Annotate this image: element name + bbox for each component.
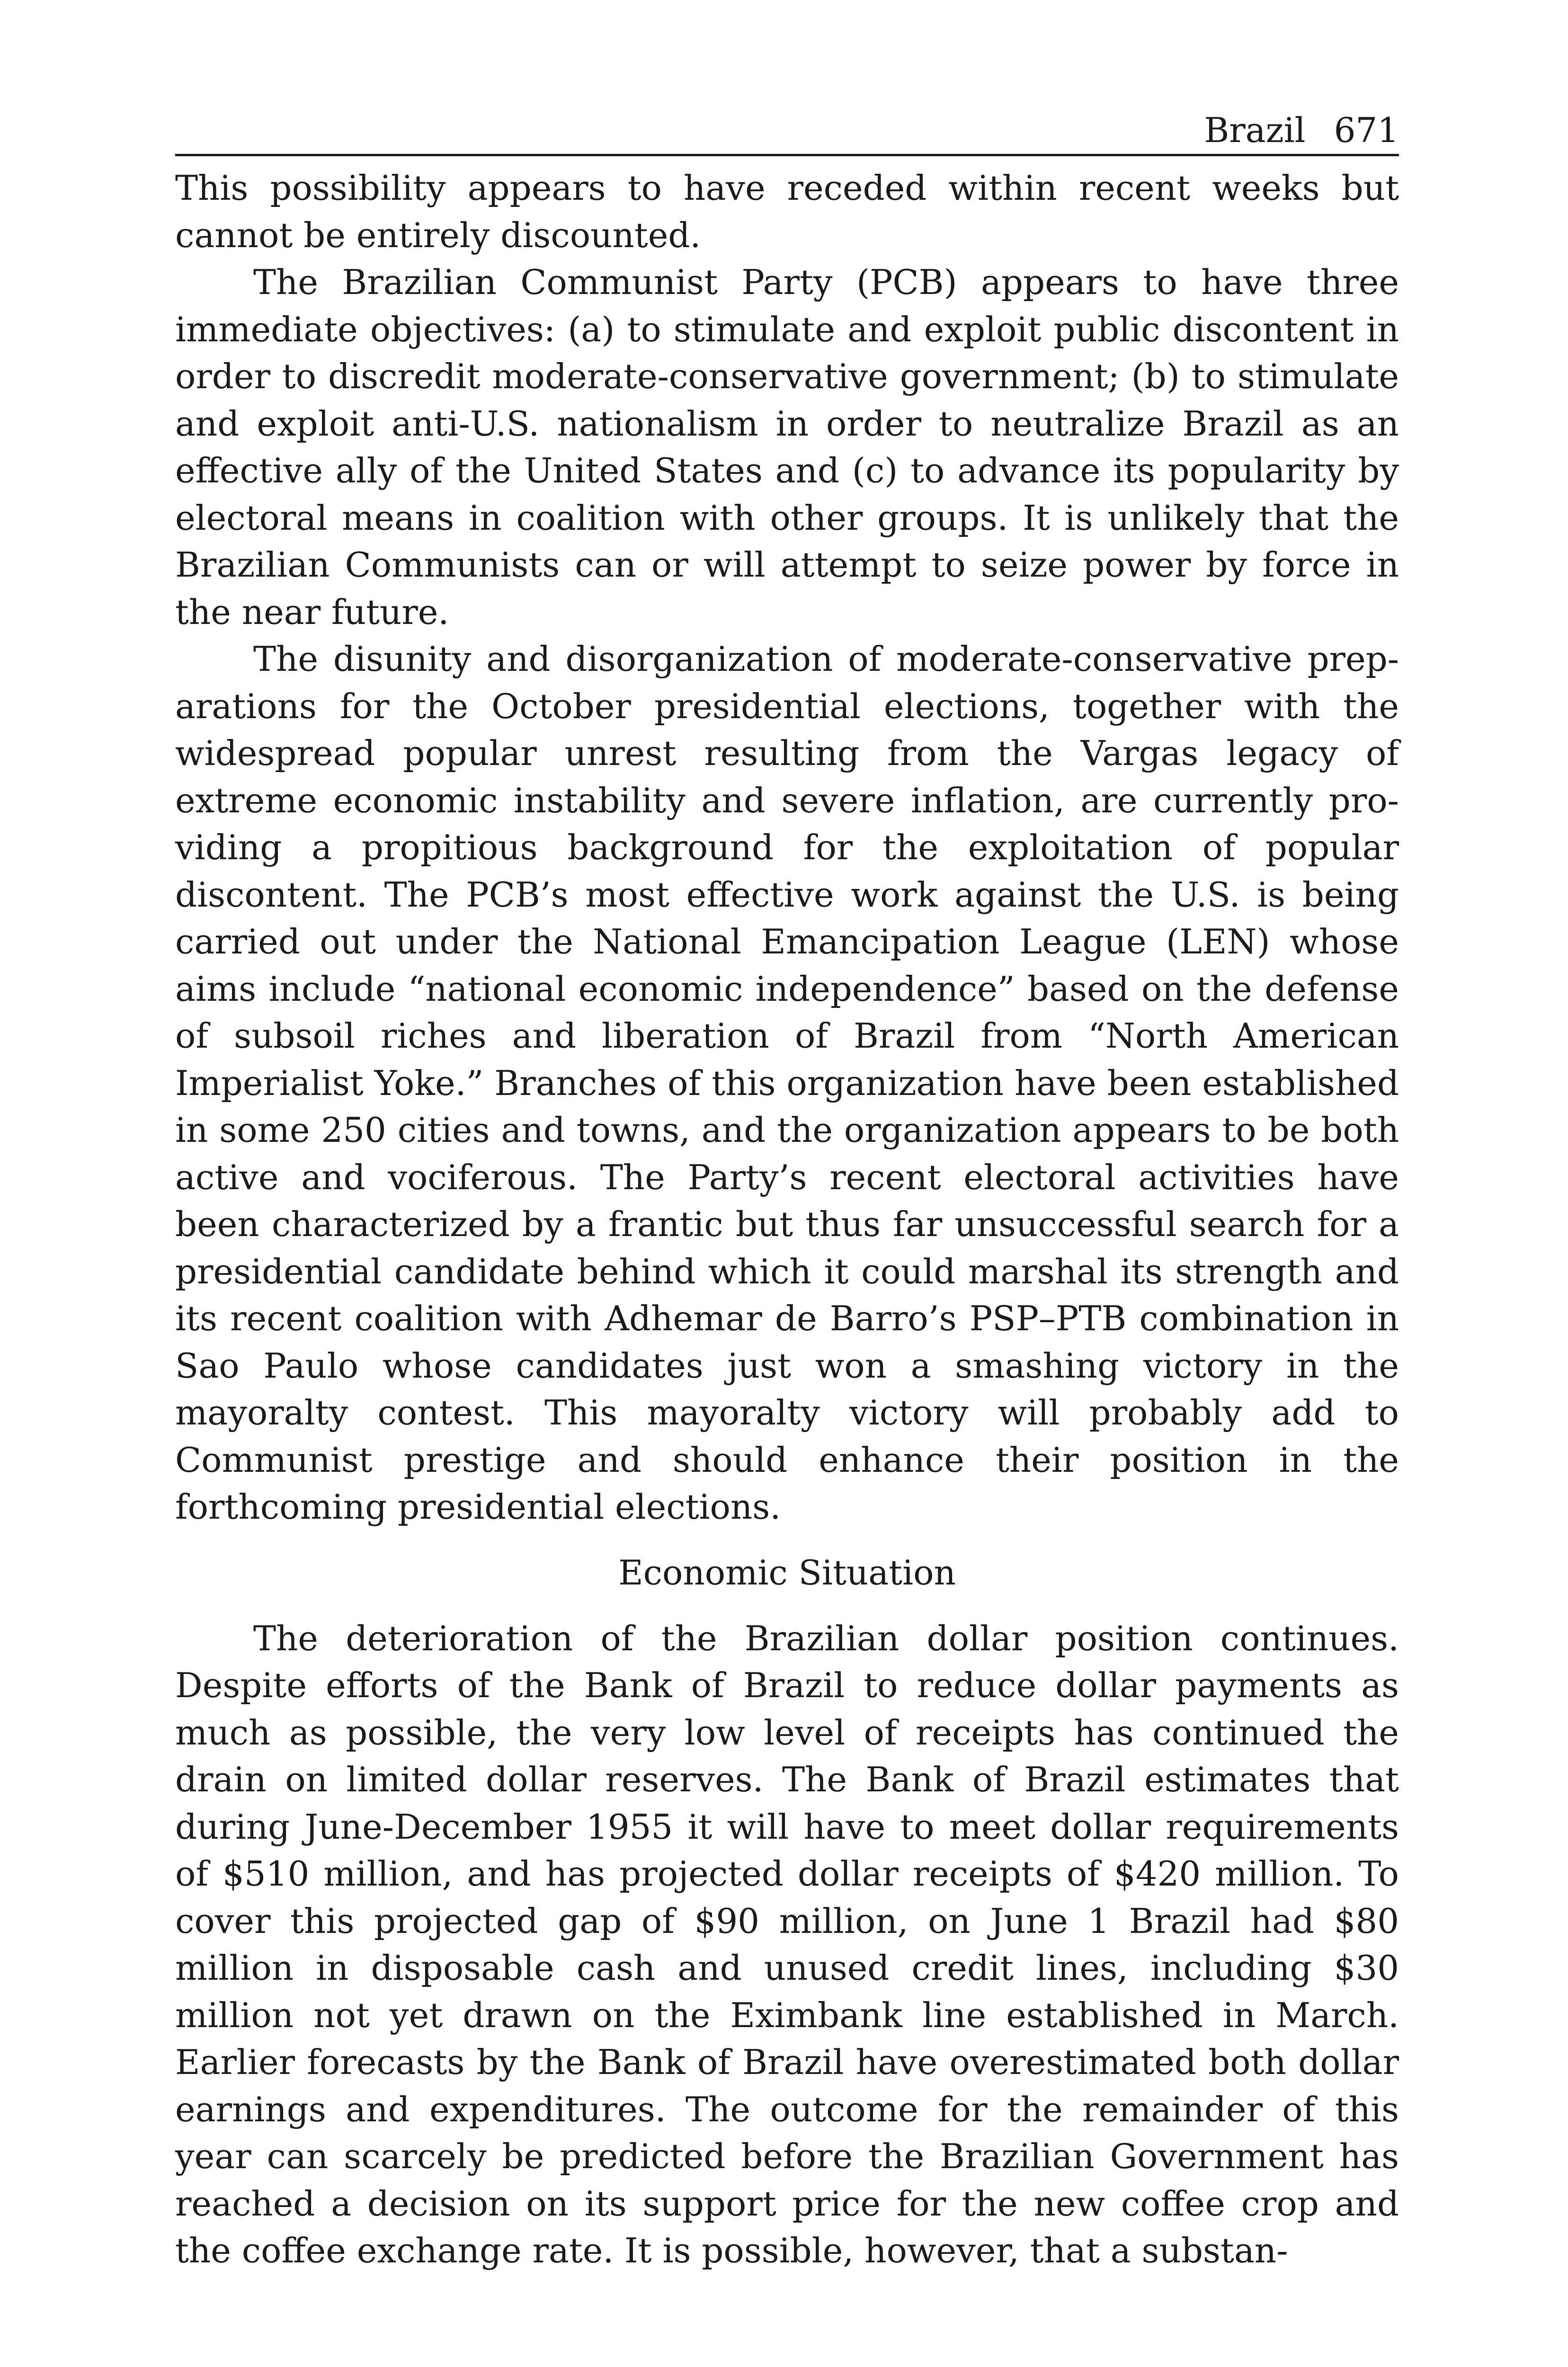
section-heading-economic-situation: Economic Situation	[618, 1552, 956, 1593]
paragraph-dollar-position: The deterioration of the Brazilian dollar position continues. Despite efforts of the Bank of Brazil to reduce dollar payments as much as possible, the very low level of receipts has continued the drain on limited dollar reserves. The Bank of Brazil estimates that during June-December 1955 it will have to meet dollar requirements of $510 million, and has projected dollar receipts of $420 million. To cover this projected gap of $90 million, on June 1 Brazil had $80 million in disposable cash and unused credit lines, including $30 million not yet drawn on the Eximbank line established in March. Earlier forecasts by the Bank of Brazil have overestimated both dollar earnings and expenditures. The outcome for the remainder of this year can scarcely be predicted before the Brazilian Government has reached a decision on its support price for the new coffee crop and the coffee exchange rate. It is possible, however, that a substan-	[175, 1618, 1399, 2270]
paragraph-pcb-objectives: The Brazilian Communist Party (PCB) appears to have three immediate objectives: (a) to stimulate and exploit public discontent in order to discredit moderate-conservative government; (b) to stimulate and exploit anti-U.S. nationalism in order to neutralize Brazil as an effective ally of the United States and (c) to advance its popularity by electoral means in coalition with other groups. It is unlikely that the Brazilian Communists can or will attempt to seize power by force in the near future.	[175, 262, 1399, 632]
page-number: 671	[1334, 110, 1399, 150]
running-header	[175, 107, 1399, 156]
body-text	[175, 165, 1399, 2275]
document-page	[175, 107, 1399, 2275]
paragraph-pcb-activities: The disunity and disorganization of moderate-conservative preparations for the October presidential elections, together with the widespread popular unrest resulting from the Vargas legacy of extreme economic instability and severe inflation, are currently providing a propitious background for the exploitation of popular discontent. The PCB’s most effective work against the U.S. is being carried out under the National Emancipation League (LEN) whose aims include “national economic independence” based on the defense of subsoil riches and liberation of Brazil from “North American Imperialist Yoke.” Branches of this organization have been established in some 250 cities and towns, and the organization appears to be both active and vociferous. The Party’s recent electoral activities have been characterized by a frantic but thus far unsuccessful search for a presidential candidate behind which it could marshal its strength and its recent coalition with Adhemar de Barro’s PSP–PTB combination in Sao Paulo whose candidates just won a smashing victory in the mayoralty contest. This mayoralty victory will probably add to Communist prestige and should enhance their position in the forthcoming presidential elections.	[175, 639, 1399, 1527]
header-title: Brazil	[1204, 110, 1306, 150]
paragraph-continuation: This possibility appears to have receded within recent weeks but cannot be entirely discounted.	[175, 168, 1399, 255]
